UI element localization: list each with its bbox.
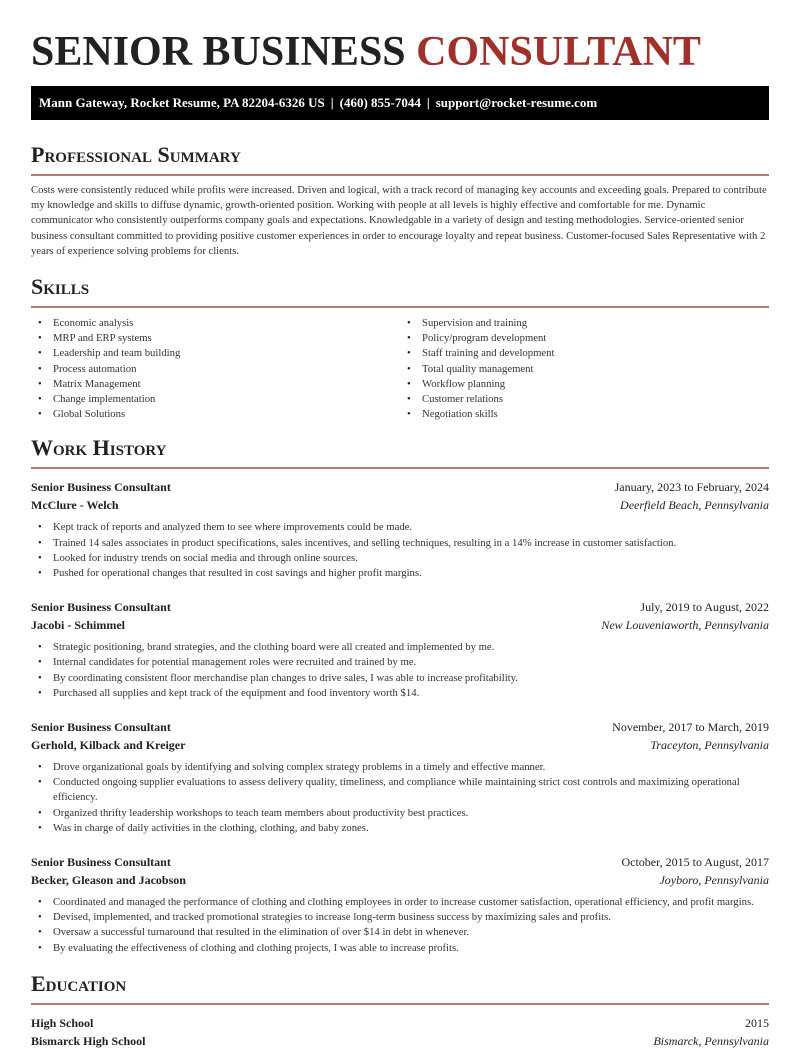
skill-item: • Global Solutions xyxy=(31,407,400,422)
section-divider xyxy=(31,467,769,469)
work-history-heading: Work History xyxy=(31,435,167,461)
job-company: McClure - Welch xyxy=(31,498,119,513)
job-entry xyxy=(31,478,769,581)
job-bullet: • Oversaw a successful turnaround that resulted in the elimination of over $14 in debt in whenever. xyxy=(31,925,769,940)
skill-item: • Staff training and development xyxy=(400,346,769,361)
skill-item: • Total quality management xyxy=(400,362,769,377)
skill-item: • Workflow planning xyxy=(400,377,769,392)
title-part-1: SENIOR BUSINESS xyxy=(31,29,417,75)
education-heading: Education xyxy=(31,970,127,996)
summary-text: Costs were consistently reduced while profits were increased. Driven and logical, with a track record of managing key accounts and exceeding goals. Prepared to contribute my knowledge and skills to diffuse dynamic, growth-oriented position. Working with people at all levels is highly effective and comfortable for me. Dynamic communicator who consistently outperforms company goals and expectations. Knowledgable in a variety of design and testing methodologies. Service-oriented senior business consultant committed to providing positive customer experiences in order to encourage loyalty and repeat business. Customer-focused Sales Representative with 2 years of experience solving problems for clients. xyxy=(31,184,767,257)
job-location: Traceyton, Pennsylvania xyxy=(650,738,769,753)
job-location: Deerfield Beach, Pennsylvania xyxy=(620,498,769,513)
job-company: Becker, Gleason and Jacobson xyxy=(31,873,186,888)
education-degree: High School xyxy=(31,1015,94,1030)
skill-item: • Change implementation xyxy=(31,392,400,407)
job-bullet: • Drove organizational goals by identifying and solving complex strategy problems in a timely and effective manner. xyxy=(31,760,769,775)
job-title: Senior Business Consultant xyxy=(31,600,171,615)
summary-heading: Professional Summary xyxy=(31,142,241,167)
job-bullet: • Pushed for operational changes that resulted in cost savings and higher profit margins. xyxy=(31,566,769,581)
job-location: Joyboro, Pennsylvania xyxy=(659,873,769,888)
job-title: Senior Business Consultant xyxy=(31,720,171,735)
job-company: Jacobi - Schimmel xyxy=(31,618,125,633)
education-entry xyxy=(31,1014,769,1050)
skills-column-left xyxy=(31,316,400,422)
job-dates: January, 2023 to February, 2024 xyxy=(614,480,769,495)
job-bullet: • Coordinated and managed the performance of clothing and clothing employees in order to increase customer satisfaction, operational efficiency, and profit margins. xyxy=(31,895,769,910)
skill-item: • Policy/program development xyxy=(400,331,769,346)
education-school: Bismarck High School xyxy=(31,1033,146,1048)
skill-item: • Matrix Management xyxy=(31,377,400,392)
contact-address: Mann Gateway, Rocket Resume, PA 82204-6326 US xyxy=(39,95,325,110)
job-company: Gerhold, Kilback and Kreiger xyxy=(31,738,186,753)
section-divider xyxy=(31,306,769,308)
job-bullets xyxy=(31,895,769,956)
education-location: Bismarck, Pennsylvania xyxy=(653,1033,769,1048)
job-bullet: • Was in charge of daily activities in the clothing, clothing, and baby zones. xyxy=(31,821,769,836)
skill-item: • Leadership and team building xyxy=(31,346,400,361)
job-title: Senior Business Consultant xyxy=(31,855,171,870)
job-bullet: • By evaluating the effectiveness of clothing and clothing projects, I was able to increase profits. xyxy=(31,941,769,956)
job-bullet: • Internal candidates for potential management roles were recruited and trained by me. xyxy=(31,655,769,670)
section-divider xyxy=(31,1003,769,1005)
skill-item: • Process automation xyxy=(31,362,400,377)
job-bullet: • Strategic positioning, brand strategies, and the clothing board were all created and implemented by me. xyxy=(31,640,769,655)
job-bullet: • By coordinating consistent floor merchandise plan changes to drive sales, I was able to increase profitability. xyxy=(31,671,769,686)
title-part-2: CONSULTANT xyxy=(416,29,701,75)
contact-email: support@rocket-resume.com xyxy=(435,95,598,110)
skill-item: • Economic analysis xyxy=(31,316,400,331)
skill-item: • Supervision and training xyxy=(400,316,769,331)
job-dates: October, 2015 to August, 2017 xyxy=(621,855,769,870)
job-entry xyxy=(31,718,769,836)
job-bullets xyxy=(31,640,769,701)
job-entry xyxy=(31,598,769,701)
job-entry xyxy=(31,853,769,956)
job-bullet: • Purchased all supplies and kept track of the equipment and food inventory worth $14. xyxy=(31,686,769,701)
job-bullet: • Kept track of reports and analyzed them to see where improvements could be made. xyxy=(31,520,769,535)
contact-separator: | xyxy=(426,95,430,110)
job-bullets xyxy=(31,760,769,836)
job-bullet: • Conducted ongoing supplier evaluations to assess delivery quality, timeliness, and compliance while maintaining strict cost controls and maximizing operational efficiency. xyxy=(31,775,769,805)
skills-column-right xyxy=(400,316,769,422)
section-divider xyxy=(31,174,769,176)
skills-list xyxy=(31,316,769,422)
job-bullet: • Trained 14 sales associates in product specifications, sales incentives, and selling techniques, resulting in a 14% increase in customer satisfaction. xyxy=(31,536,769,551)
job-dates: July, 2019 to August, 2022 xyxy=(640,600,769,615)
job-dates: November, 2017 to March, 2019 xyxy=(612,720,769,735)
skill-item: • Negotiation skills xyxy=(400,407,769,422)
education-year: 2015 xyxy=(745,1015,769,1030)
job-location: New Louveniaworth, Pennsylvania xyxy=(601,618,769,633)
job-bullets xyxy=(31,520,769,581)
job-bullet: • Organized thrifty leadership workshops to teach team members about productivity best practices. xyxy=(31,806,769,821)
job-bullet: • Looked for industry trends on social media and through online sources. xyxy=(31,551,769,566)
job-title: Senior Business Consultant xyxy=(31,480,171,495)
skill-item: • MRP and ERP systems xyxy=(31,331,400,346)
job-bullet: • Devised, implemented, and tracked promotional strategies to increase long-term business success by maximizing sales and profits. xyxy=(31,910,769,925)
resume-title xyxy=(31,0,769,86)
contact-phone: (460) 855-7044 xyxy=(339,95,421,110)
skills-heading: Skills xyxy=(31,274,90,300)
contact-bar xyxy=(31,86,769,120)
skill-item: • Customer relations xyxy=(400,392,769,407)
contact-separator: | xyxy=(330,95,334,110)
